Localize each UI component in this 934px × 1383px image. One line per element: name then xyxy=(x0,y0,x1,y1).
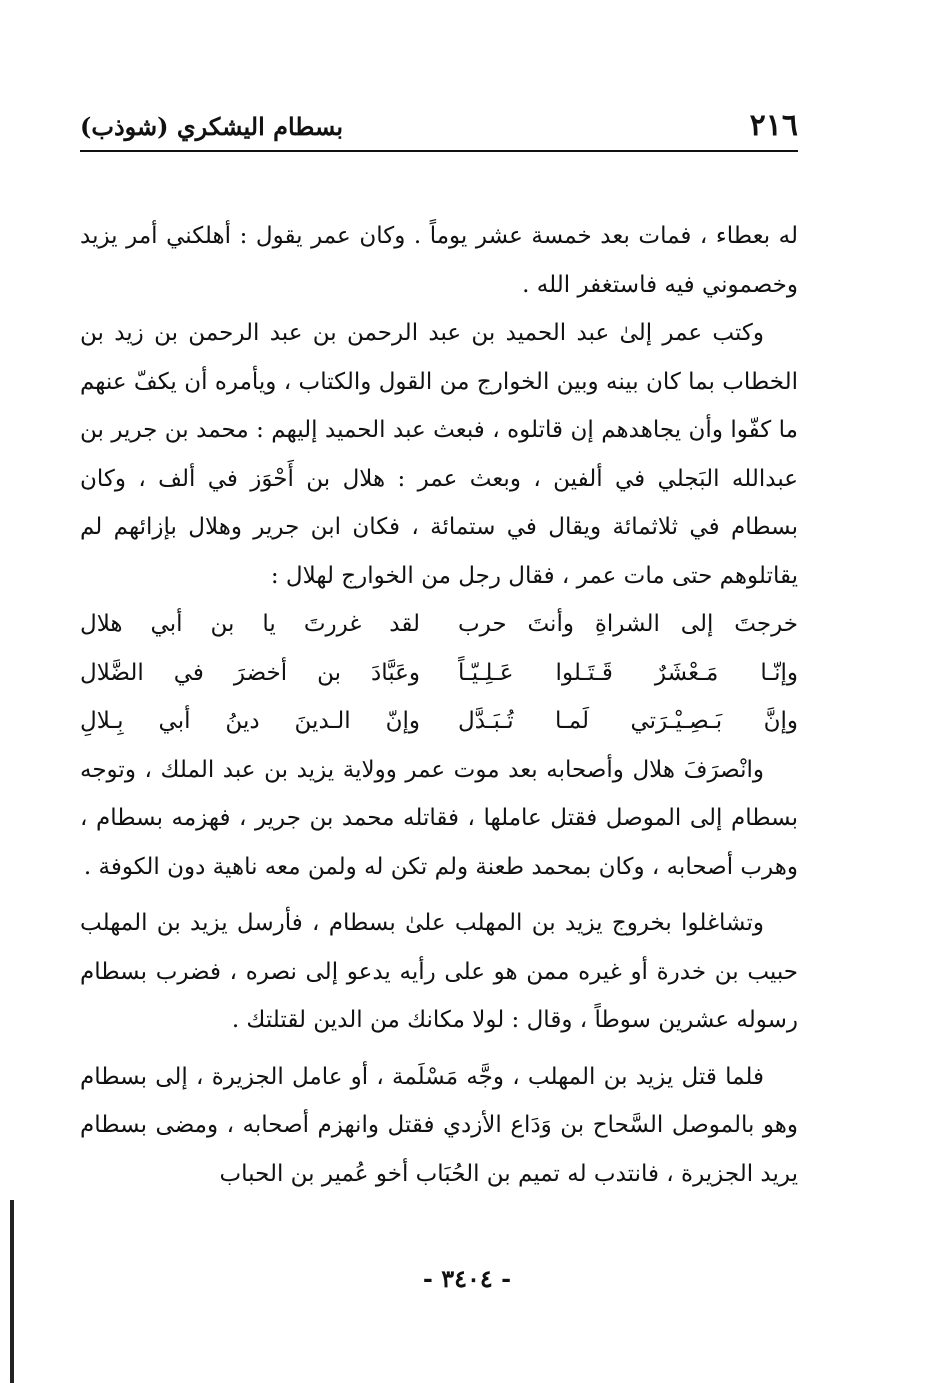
verse-1-second-hemistich: لقد غررتَ يا بن أبي هلال xyxy=(80,611,420,637)
paragraph-1: له بعطاء ، فمات بعد خمسة عشر يوماً . وكان عمر يقول : أهلكني أمر يزيد وخصموني فيه فاستغفر الله . xyxy=(80,223,798,298)
scan-margin-mark xyxy=(10,1200,14,1383)
paragraph-3: وانْصرَفَ هلال وأصحابه بعد موت عمر وولاية يزيد بن عبد الملك ، وتوجه بسطام إلى الموصل فقتل عاملها ، فقاتله محمد بن جرير ، فهزمه بسطام ، وهرب أصحابه ، وكان بمحمد طعنة ولم تكن له ولمن معه ناهية دون الكوفة . xyxy=(80,756,798,880)
verse-3-first-hemistich: وإنَّ بَـصِـيْـرَتي لَمـا تُـبَـدَّل xyxy=(458,708,798,734)
verse-3-second-hemistich: وإنّ الـدينَ دينُ أبي بِـلالِ xyxy=(80,708,420,734)
paragraph-2: وكتب عمر إلىٰ عبد الحميد بن عبد الرحمن بن عبد الرحمن بن زيد بن الخطاب بما كان بينه وبين الخوارج من القول والكتاب ، ويأمره أن يكفّ عنهم ما كفّوا وأن يجاهدهم إن قاتلوه ، فبعث عبد الحميد إليهم : محمد بن جرير بن عبدالله البَجلي في ألفين ، وبعث عمر : هلال بن أَحْوَز في ألف ، وكان بسطام في ثلاثمائة ويقال في ستمائة ، فكان ابن جرير وهلال بإزائهم لم يقاتلوهم حتى مات عمر ، فقال رجل من الخوارج لهلال : xyxy=(80,320,798,589)
footer-page-number: - ٣٤٠٤ - xyxy=(422,1264,512,1293)
verse-2-second-hemistich: وعَبَّادَ بن أخضرَ في الضَّلال xyxy=(80,659,420,686)
verse-line-2 xyxy=(80,649,798,698)
paragraph-5: فلما قتل يزيد بن المهلب ، وجَّه مَسْلَمة ، أو عامل الجزيرة ، إلى بسطام وهو بالموصل السَّحاح بن وَدَاع الأزدي فقتل وانهزم أصحابه ، ومضى بسطام يريد الجزيرة ، فانتدب له تميم بن الحُبَاب أخو عُمير بن الحباب xyxy=(80,1063,798,1187)
verse-1-first-hemistich: خرجتَ إلى الشراةِ وأنتَ حرب xyxy=(458,611,798,637)
verse-line-3 xyxy=(80,697,798,746)
running-title: بسطام اليشكري (شوذب) xyxy=(80,112,344,141)
verse-line-1 xyxy=(80,600,798,649)
body-text xyxy=(80,212,798,1198)
header-rule xyxy=(80,150,798,152)
page-header xyxy=(80,108,798,152)
page-number: ٢١٦ xyxy=(749,108,798,143)
paragraph-4: وتشاغلوا بخروج يزيد بن المهلب علىٰ بسطام ، فأرسل يزيد بن المهلب حبيب بن خدرة أو غيره ممن هو على رأيه يدعو إلى نصره ، فضرب بسطام رسوله عشرين سوطاً ، وقال : لولا مكانك من الدين لقتلتك . xyxy=(80,910,798,1033)
verse-2-first-hemistich: وإنّـا مَـعْشَرٌ قَـتَـلوا عَـلِـيّـاً xyxy=(458,659,798,686)
